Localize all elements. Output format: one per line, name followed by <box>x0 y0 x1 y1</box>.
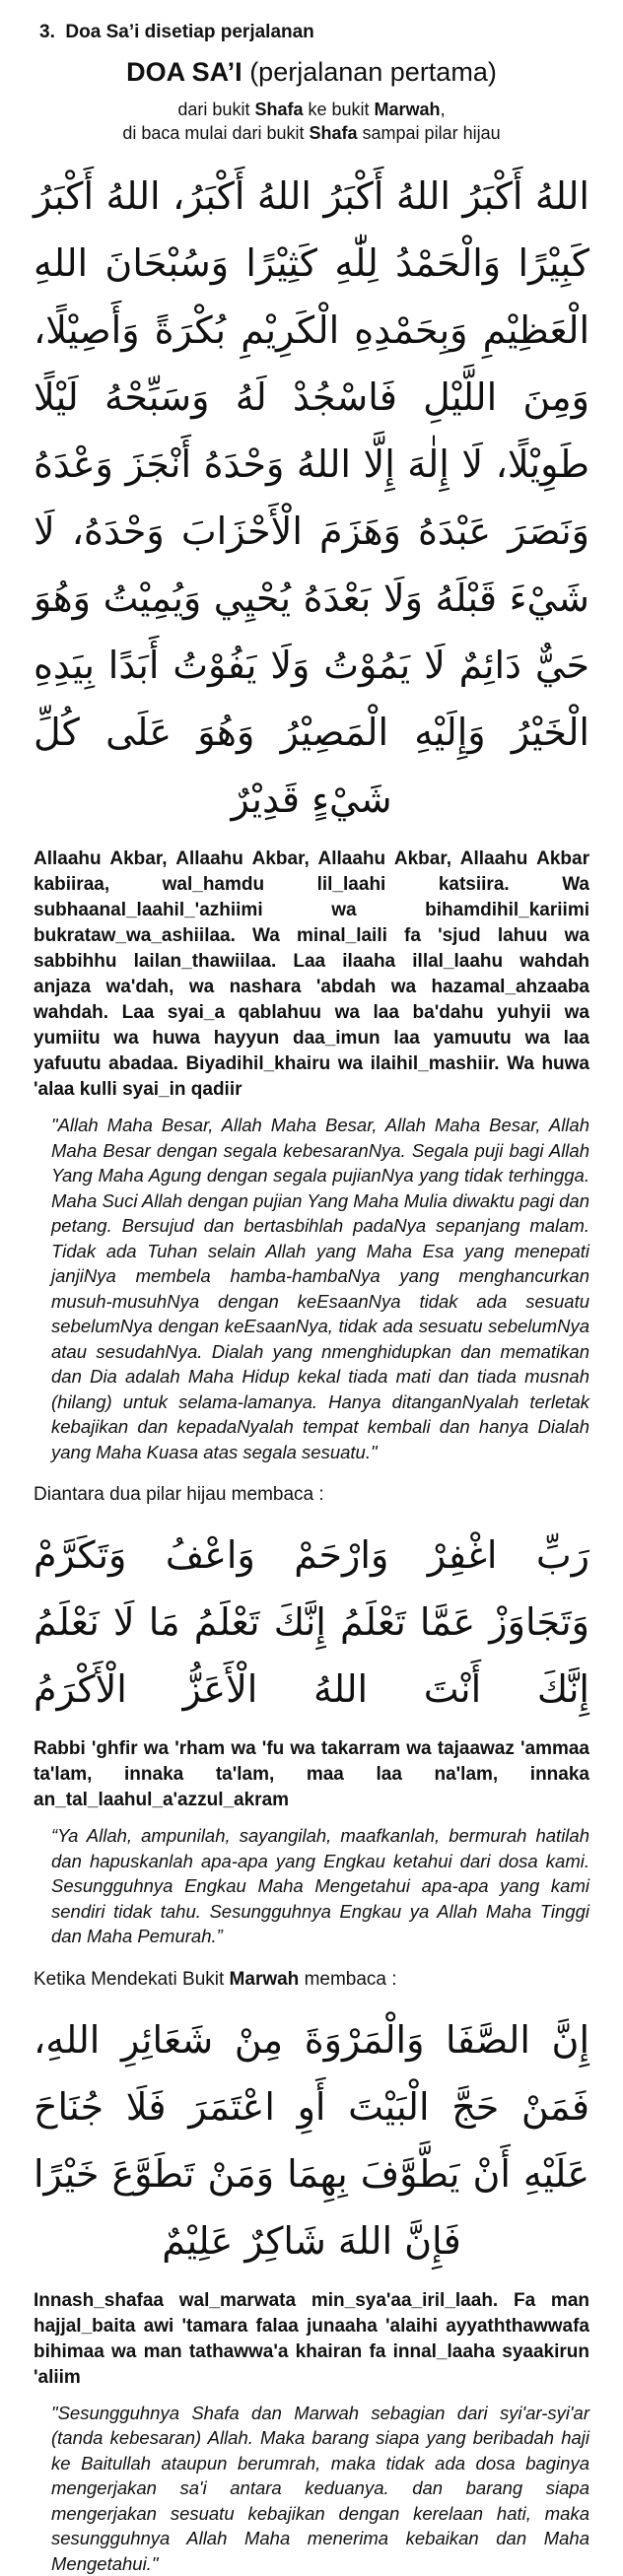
subtitle-text: dari bukit <box>177 100 254 119</box>
doa3-latin: Innash_shafaa wal_marwata min_sya'aa_iril_laah. Fa man hajjal_baita awi 'tamara falaa junaaha 'alaihi ayyaththawwafa bihimaa wa man tathawwa'a khairan fa innal_laaha syaakirun 'aliim <box>34 2288 589 2391</box>
doa1-arabic: اللهُ أَكْبَرُ اللهُ أَكْبَرُ اللهُ أَكْبَرُ، اللهُ أَكْبَرُ كَبِيْرًا وَالْحَمْدُ لِلّٰهِ كَثِيْرًا وَسُبْحَانَ اللهِ الْعَظِيْمِ وَبِحَمْدِهِ الْكَرِيْمِ بُكْرَةً وَأَصِيْلًا، وَمِنَ اللَّيْلِ فَاسْجُدْ لَهُ وَسَبِّحْهُ لَيْلًا طَوِيْلًا، لَا إِلٰهَ إِلَّا اللهُ وَحْدَهُ أَنْجَزَ وَعْدَهُ وَنَصَرَ عَبْدَهُ وَهَزَمَ الْأَحْزَابَ وَحْدَهُ، لَا شَيْءَ قَبْلَهُ وَلَا بَعْدَهُ يُحْيِي وَيُمِيْتُ وَهُوَ حَيٌّ دَائِمٌ لَا يَمُوْتُ وَلَا يَفُوْتُ أَبَدًا بِيَدِهِ الْخَيْرُ وَإِلَيْهِ الْمَصِيْرُ وَهُوَ عَلَى كُلِّ شَيْءٍ قَدِيْرٌ <box>34 163 589 833</box>
doa-title-rest: (perjalanan pertama) <box>242 57 497 87</box>
section-number: 3. <box>39 22 55 42</box>
doa3-arabic: إِنَّ الصَّفَا وَالْمَرْوَةَ مِنْ شَعَائِرِ اللهِ، فَمَنْ حَجَّ الْبَيْتَ أَوِ اعْتَمَرَ فَلَا جُنَاحَ عَلَيْهِ أَنْ يَطَّوَّفَ بِهِمَا وَمَنْ تَطَوَّعَ خَيْرًا فَإِنَّ اللهَ شَاكِرٌ عَلِيْمٌ <box>34 2006 589 2274</box>
section-title: Doa Sa’i disetiap perjalanan <box>65 22 313 42</box>
note-bold-marwah: Marwah <box>230 1969 300 1990</box>
subtitle-bold-marwah: Marwah <box>375 100 441 119</box>
note-between-pillars: Diantara dua pilar hijau membaca : <box>34 1484 589 1506</box>
subtitle-bold-shafa: Shafa <box>254 100 303 119</box>
subtitle-line-1 <box>34 98 589 121</box>
note-text: membaca : <box>299 1969 396 1990</box>
doa1-latin: Allaahu Akbar, Allaahu Akbar, Allaahu Akbar, Allaahu Akbar kabiiraa, wal_hamdu lil_laahi katsiira. Wa subhaanal_laahil_'azhiimi wa bihamdihil_kariimi bukrataw_wa_ashiilaa. Wa minal_laili fa 'sjud lahuu wa sabbihhu lailan_thawiilaa. Laa ilaaha illal_laahu wahdah anjaza wa'dah, wa nashara 'abdah wa hazamal_ahzaaba wahdah. Laa syai_a qablahuu wa laa ba'dahu yuhyii wa yumiitu wa huwa hayyun daa_imun laa yamuutu wa laa yafuutu abadaa. Biyadihil_khairu wa ilaihil_mashiir. Wa huwa 'alaa kulli syai_in qadiir <box>34 847 589 1103</box>
subtitle-text: ke bukit <box>303 100 374 119</box>
doa1-translation: "Allah Maha Besar, Allah Maha Besar, Allah Maha Besar, Allah Maha Besar dengan segala kebesaranNya. Segala puji bagi Allah Yang Maha Agung dengan segala pujianNya yang tidak terhingga. Maha Suci Allah dengan pujian Yang Maha Mulia diwaktu pagi dan petang. Bersujud dan bertasbihlah padaNya sepanjang malam. Tidak ada Tuhan selain Allah yang Maha Esa yang menepati janjiNya membela hamba-hambaNya yang menghancurkan musuh-musuhNya dengan keEsaanNya tidak ada sesuatu sebelumNya dengan keEsaanNya, tidak ada sesuatu sebelumNya atau sesudahNya. Dialah yang nmenghidupkan dan mematikan dan Dia adalah Maha Hidup kekal tiada mati dan tiada musnah (hilang) untuk selama-lamanya. Hanya ditanganNyalah terletak kebajikan dan kepadaNyalah tempat kembali dan hanya Dialah yang Maha Kuasa atas segala sesuatu." <box>34 1113 589 1464</box>
subtitle-text: di baca mulai dari bukit <box>122 123 309 143</box>
subtitle-text: , <box>441 100 446 119</box>
doa3-translation: "Sesungguhnya Shafa dan Marwah sebagian dari syi'ar-syi'ar (tanda kebesaran) Allah. Maka barang siapa yang beribadah haji ke Baitullah ataupun berumrah, maka tidak ada dosa baginya mengerjakan sa'i antara keduanya. dan barang siapa mengerjakan sesuatu kebajikan dengan kerelaan hati, maka sesungguhnya Allah Maha menerima kebaikan dan Maha Mengetahui." <box>34 2401 589 2576</box>
doa-title <box>34 57 589 88</box>
subtitle-line-2 <box>34 121 589 145</box>
doa2-translation: “Ya Allah, ampunilah, sayangilah, maafkanlah, bermurah hatilah dan hapuskanlah apa-apa yang Engkau ketahui dari dosa kami. Sesungguhnya Engkau Maha Mengetahui apa-apa yang kami sendiri tidak tahu. Sesungguhnya Engkau ya Allah Maha Tinggi dan Maha Pemurah.” <box>34 1823 589 1949</box>
doa2-latin: Rabbi 'ghfir wa 'rham wa 'fu wa takarram wa tajaawaz 'ammaa ta'lam, innaka ta'lam, maa laa na'lam, innaka an_tal_laahul_a'azzul_akram <box>34 1736 589 1813</box>
subtitle-text: sampai pilar hijau <box>358 123 501 143</box>
section-heading <box>39 22 589 43</box>
doa2-arabic: رَبِّ اغْفِرْ وَارْحَمْ وَاعْفُ وَتَكَرَّمْ وَتَجَاوَزْ عَمَّا تَعْلَمُ إِنَّكَ تَعْلَمُ مَا لَا نَعْلَمُ إِنَّكَ أَنْتَ اللهُ الْأَعَزُّ الْأَكْرَمُ <box>34 1522 589 1723</box>
note-near-marwah <box>34 1969 589 1991</box>
doa-title-bold: DOA SA’I <box>126 57 242 87</box>
subtitle-bold-shafa: Shafa <box>310 123 358 143</box>
note-text: Ketika Mendekati Bukit <box>34 1969 230 1990</box>
doa-subtitle <box>34 98 589 145</box>
